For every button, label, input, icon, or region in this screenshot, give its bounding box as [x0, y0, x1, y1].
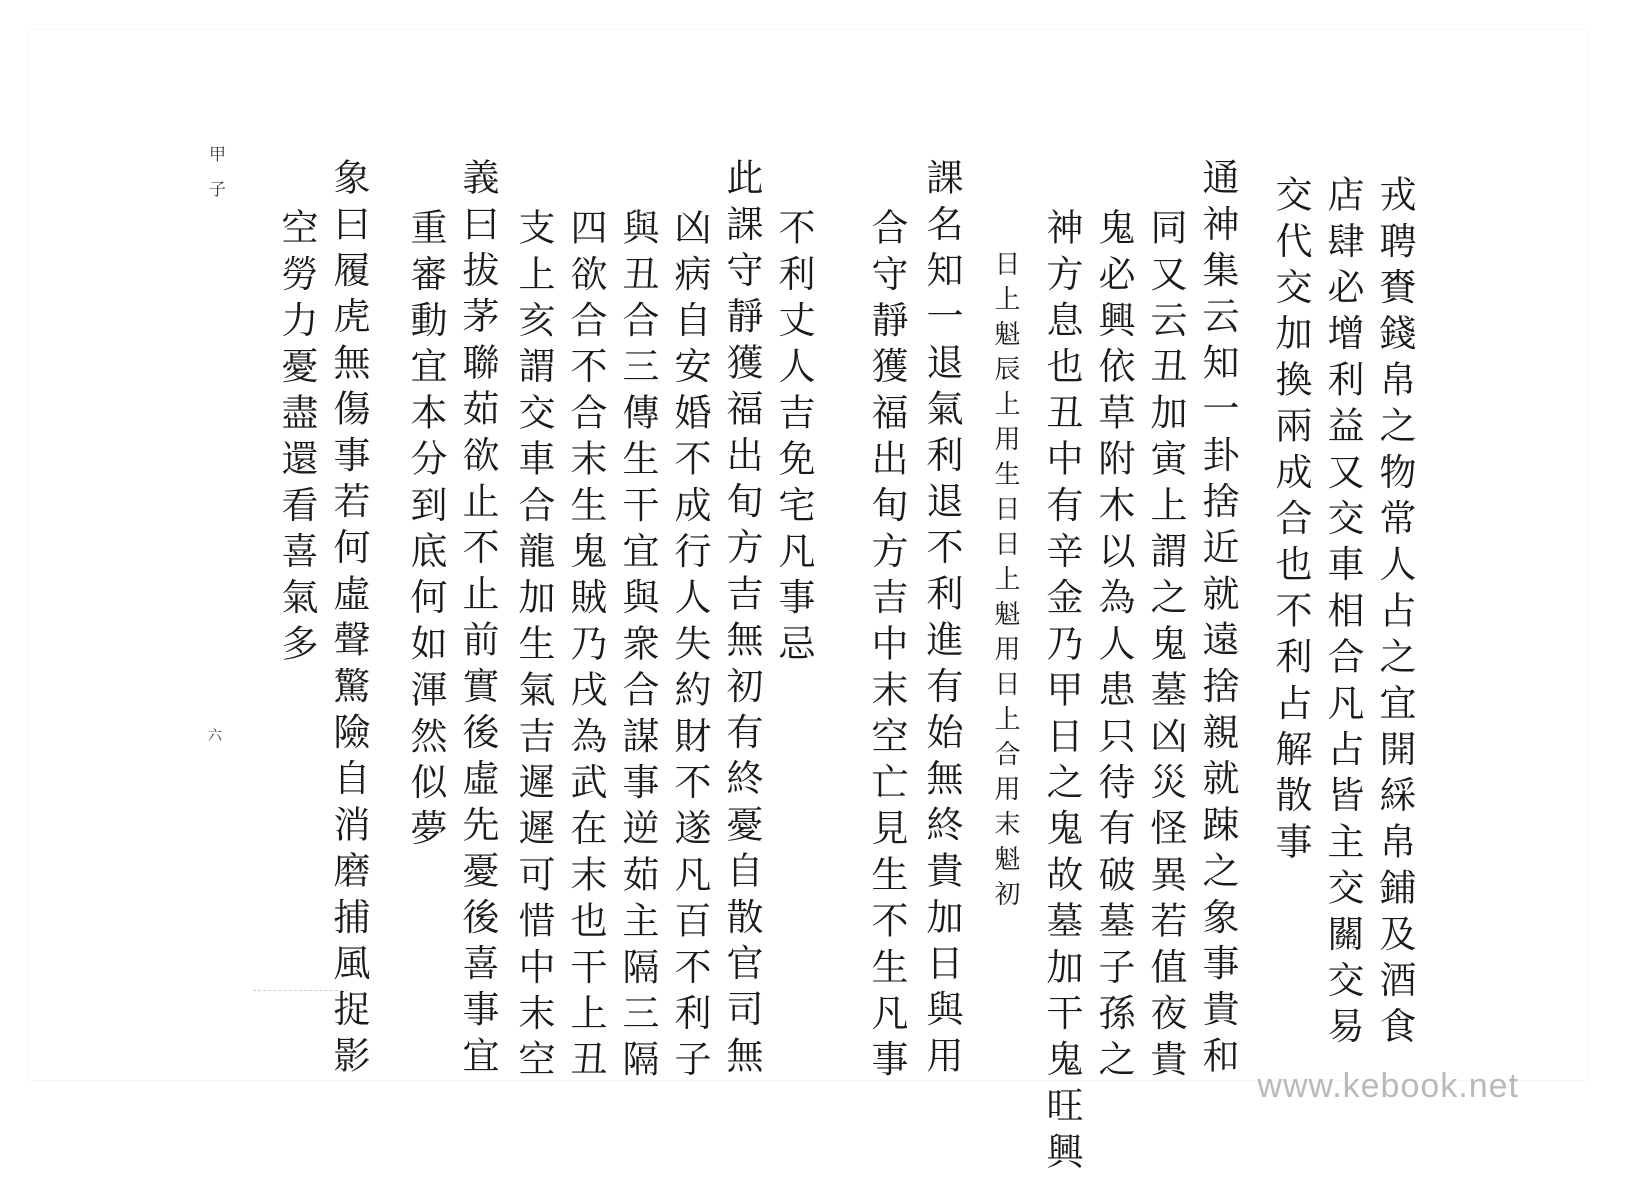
text-column: 象曰履虎無傷事若何虛聲驚險自消磨捕風捉影 — [327, 158, 370, 1082]
text-column: 合守靜獲福出旬方吉中末空亡見生不生凡事 — [865, 208, 908, 1086]
text-column: 空勞力憂盡還看喜氣多 — [275, 208, 318, 670]
text-column: 戎聘賚錢帛之物常人占之宜開綵帛鋪及酒食 — [1373, 175, 1416, 1053]
text-column: 此課守靜獲福出旬方吉無初有終憂自散官司無 — [720, 158, 763, 1082]
text-column: 鬼必興依草附木以為人患只待有破墓子孫之 — [1092, 208, 1135, 1086]
text-column: 同又云丑加寅上謂之鬼墓凶災怪異若值夜貴 — [1144, 208, 1187, 1086]
text-column: 不利丈人吉免宅凡事忌 — [772, 208, 815, 670]
text-column: 課名知一退氣利退不利進有始無終貴加日與用 — [920, 158, 963, 1082]
text-column: 凶病自安婚不成行人失約財不遂凡百不利子 — [668, 208, 711, 1086]
text-column: 通神集云知一卦捨近就遠捨親就踈之象事貴和 — [1196, 158, 1239, 1082]
text-column: 支上亥謂交車合龍加生氣吉遲遲可惜中末空 — [512, 208, 555, 1086]
text-column: 四欲合不合末生鬼賊乃戌為武在末也干上丑 — [564, 208, 607, 1086]
text-column: 店肆必增利益又交車相合凡占皆主交關交易 — [1321, 175, 1364, 1053]
margin-header: 甲子 — [205, 145, 225, 215]
text-column: 與丑合三傳生干宜與衆合謀事逆茹主隔三隔 — [616, 208, 659, 1086]
text-column: 交代交加換兩成合也不利占解散事 — [1269, 175, 1312, 868]
page-number: 六 — [208, 728, 222, 744]
text-column: 神方息也丑中有辛金乃甲日之鬼故墓加干鬼旺興 — [1040, 208, 1083, 1178]
page-fold-line — [253, 990, 348, 992]
annotation-column: 日上魁辰上用生日日上魁用日上合用末魁初 — [990, 250, 1020, 915]
text-column: 義曰拔茅聯茹欲止不止前實後虛先憂後喜事宜 — [456, 158, 499, 1082]
text-column: 重審動宜本分到底何如渾然似夢 — [404, 208, 447, 855]
watermark: www.kebook.net — [1257, 1067, 1519, 1105]
